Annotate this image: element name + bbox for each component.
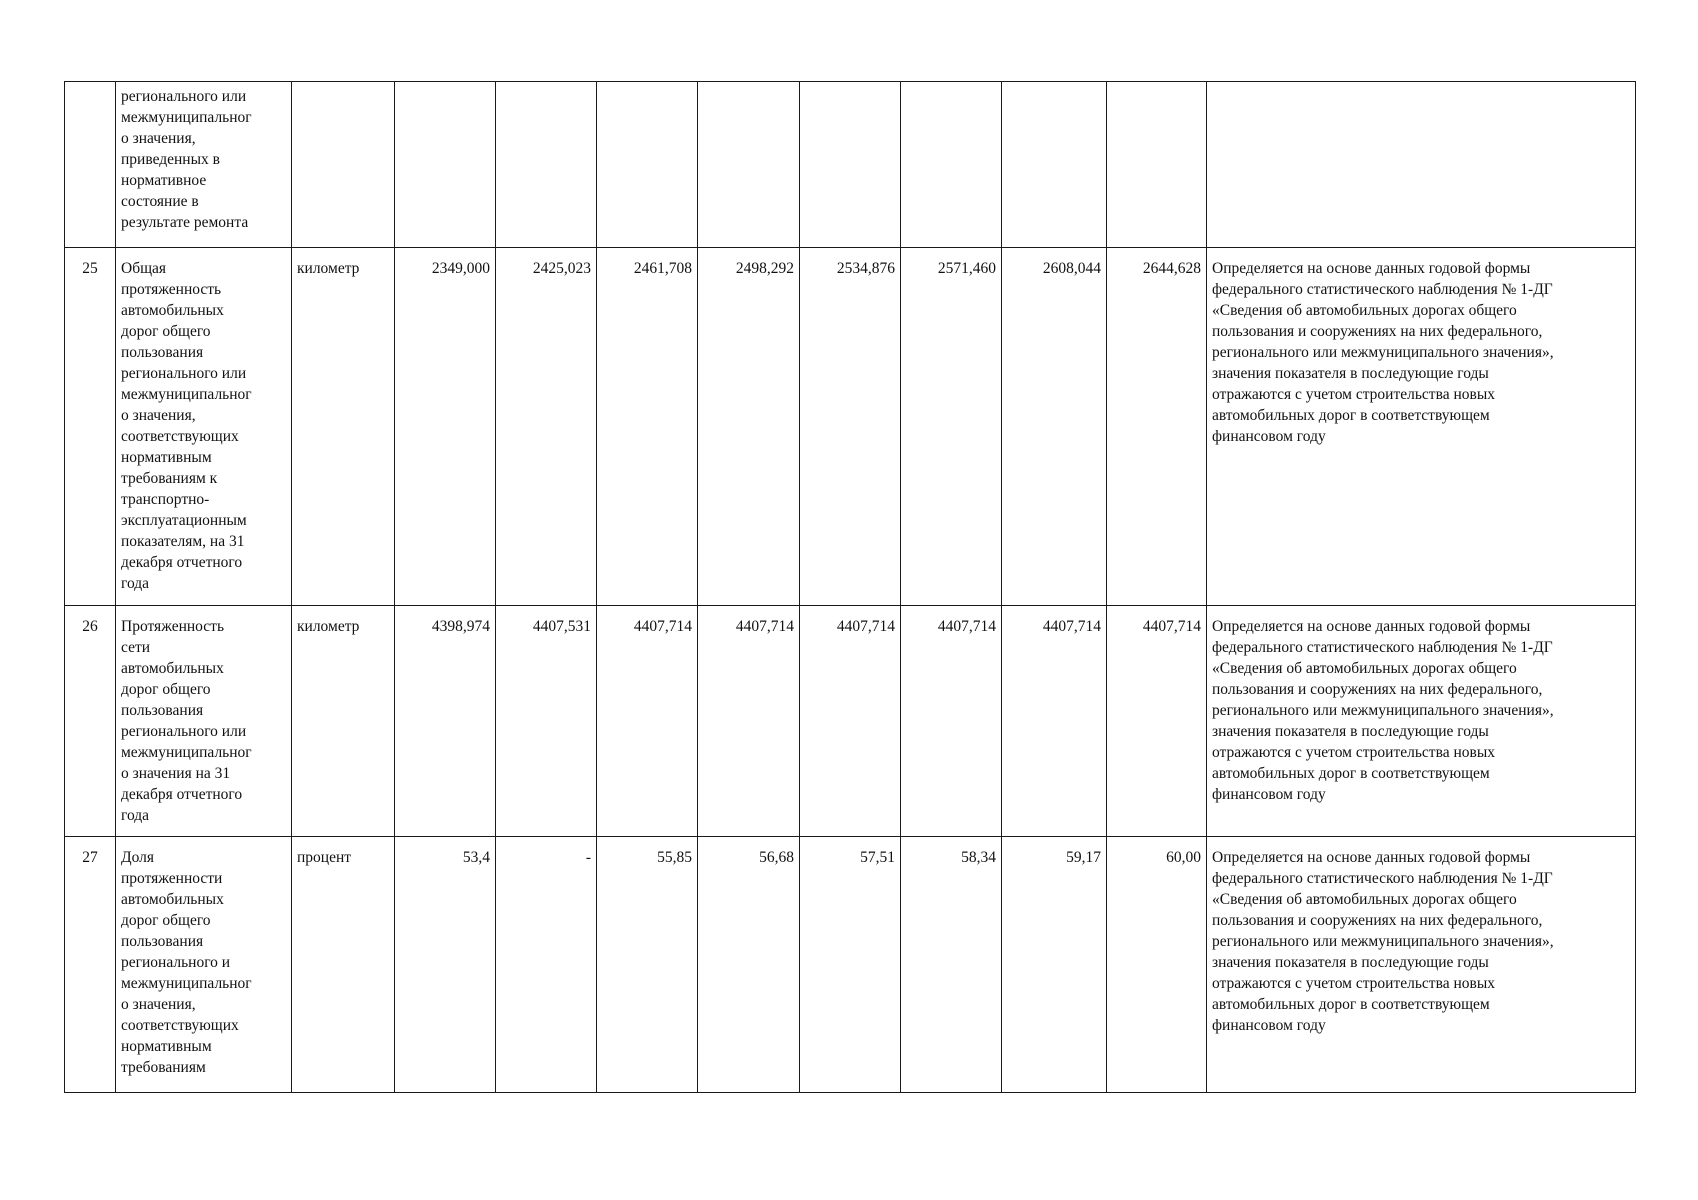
indicator-name-line: о значения на 31 [121,765,231,782]
calculation-method-line: «Сведения об автомобильных дорогах общего [1212,891,1517,908]
indicator-value [1002,82,1107,248]
indicator-value: 58,34 [901,837,1002,1093]
calculation-method-line: финансовом году [1212,1017,1326,1034]
indicator-value: 4407,714 [1107,606,1207,837]
indicator-value [597,82,698,248]
calculation-method-line: регионального или межмуниципального значения», [1212,344,1554,361]
indicator-value: 55,85 [597,837,698,1093]
indicator-name-line: года [121,575,150,592]
calculation-method-line: Определяется на основе данных годовой формы [1212,260,1531,277]
indicator-name [116,82,292,248]
calculation-method-line: автомобильных дорог в соответствующем [1212,765,1490,782]
indicator-name [116,606,292,837]
indicator-value: 2644,628 [1107,248,1207,606]
indicator-name-line: автомобильных [121,302,224,319]
indicator-name-line: состояние в [121,193,199,210]
indicator-name-line: регионального и [121,954,231,971]
unit-of-measure: километр [292,606,395,837]
indicator-value: 2498,292 [698,248,800,606]
indicator-name-line: нормативное [121,172,207,189]
calculation-method-line: значения показателя в последующие годы [1212,723,1489,740]
indicator-name-line: межмуниципальног [121,386,252,403]
table-row [65,837,1636,1093]
indicator-name-line: требованиям к [121,470,218,487]
indicator-name-line: дорог общего [121,912,211,929]
indicator-name-line: декабря отчетного [121,554,243,571]
indicator-name-line: регионального или [121,88,247,105]
indicator-name-line: Доля [121,849,154,866]
indicator-name-line: о значения, [121,130,196,147]
indicator-name-line: нормативным [121,1038,212,1055]
indicator-value: 59,17 [1002,837,1107,1093]
calculation-method [1207,82,1636,248]
indicator-value: 57,51 [800,837,901,1093]
indicator-value: 4407,714 [698,606,800,837]
indicator-value: 4407,714 [800,606,901,837]
calculation-method-line: значения показателя в последующие годы [1212,954,1489,971]
indicator-value: - [496,837,597,1093]
calculation-method-line: регионального или межмуниципального значения», [1212,933,1554,950]
calculation-method [1207,248,1636,606]
table-row [65,248,1636,606]
indicator-value: 2349,000 [395,248,496,606]
calculation-method-line: отражаются с учетом строительства новых [1212,386,1495,403]
indicator-name-line: сети [121,639,151,656]
indicator-value [1107,82,1207,248]
calculation-method-line: финансовом году [1212,786,1326,803]
row-number [65,82,116,248]
indicator-value: 60,00 [1107,837,1207,1093]
indicator-value: 4407,714 [597,606,698,837]
calculation-method-line: «Сведения об автомобильных дорогах общего [1212,302,1517,319]
calculation-method-line: пользования и сооружениях на них федерального, [1212,912,1543,929]
indicator-name-line: регионального или [121,365,247,382]
calculation-method-line: регионального или межмуниципального значения», [1212,702,1554,719]
indicator-name-line: требованиям [121,1059,206,1076]
indicator-name-line: соответствующих [121,428,239,445]
indicator-value: 2425,023 [496,248,597,606]
indicator-value: 2534,876 [800,248,901,606]
calculation-method-line: отражаются с учетом строительства новых [1212,975,1495,992]
calculation-method [1207,837,1636,1093]
indicator-name-line: эксплуатационным [121,512,247,529]
indicator-value [800,82,901,248]
indicator-name-line: протяженности [121,870,223,887]
calculation-method-line: автомобильных дорог в соответствующем [1212,407,1490,424]
calculation-method [1207,606,1636,837]
indicator-value: 4407,714 [1002,606,1107,837]
calculation-method-line: финансовом году [1212,428,1326,445]
row-number: 27 [65,837,116,1093]
indicator-value [901,82,1002,248]
calculation-method-line: пользования и сооружениях на них федерального, [1212,681,1543,698]
indicator-name-line: дорог общего [121,681,211,698]
indicator-name-line: автомобильных [121,891,224,908]
indicator-name-line: о значения, [121,996,196,1013]
indicator-name-line: приведенных в [121,151,220,168]
indicator-name-line: автомобильных [121,660,224,677]
table-row [65,82,1636,248]
unit-of-measure [292,82,395,248]
indicator-name-line: Общая [121,260,167,277]
indicator-value: 2608,044 [1002,248,1107,606]
indicator-value: 53,4 [395,837,496,1093]
indicator-name-line: нормативным [121,449,212,466]
indicator-name [116,837,292,1093]
indicator-name-line: регионального или [121,723,247,740]
calculation-method-line: Определяется на основе данных годовой формы [1212,618,1531,635]
indicator-value [698,82,800,248]
calculation-method-line: Определяется на основе данных годовой формы [1212,849,1531,866]
calculation-method-line: «Сведения об автомобильных дорогах общего [1212,660,1517,677]
indicator-value: 56,68 [698,837,800,1093]
calculation-method-line: пользования и сооружениях на них федерального, [1212,323,1543,340]
indicators-table [64,81,1636,1093]
indicator-name-line: декабря отчетного [121,786,243,803]
calculation-method-line: федерального статистического наблюдения № 1-ДГ [1212,870,1553,887]
calculation-method-line: автомобильных дорог в соответствующем [1212,996,1490,1013]
indicator-value [395,82,496,248]
indicator-value: 4407,531 [496,606,597,837]
indicator-name-line: протяженность [121,281,222,298]
table-row [65,606,1636,837]
indicator-name-line: результате ремонта [121,214,249,231]
indicator-name-line: межмуниципальног [121,744,252,761]
unit-of-measure: километр [292,248,395,606]
calculation-method-line: отражаются с учетом строительства новых [1212,744,1495,761]
indicator-name-line: дорог общего [121,323,211,340]
indicator-value: 4407,714 [901,606,1002,837]
indicator-value [496,82,597,248]
indicator-value: 2571,460 [901,248,1002,606]
indicator-name-line: пользования [121,702,204,719]
table-body [65,82,1636,1093]
indicator-name-line: показателям, на 31 [121,533,245,550]
indicator-name-line: пользования [121,933,204,950]
indicator-name-line: пользования [121,344,204,361]
indicator-name-line: межмуниципальног [121,109,252,126]
indicator-name [116,248,292,606]
indicator-value: 4398,974 [395,606,496,837]
row-number: 25 [65,248,116,606]
indicator-name-line: межмуниципальног [121,975,252,992]
unit-of-measure: процент [292,837,395,1093]
indicator-name-line: транспортно- [121,491,210,508]
calculation-method-line: значения показателя в последующие годы [1212,365,1489,382]
indicator-name-line: Протяженность [121,618,225,635]
indicator-name-line: года [121,807,150,824]
indicator-value: 2461,708 [597,248,698,606]
calculation-method-line: федерального статистического наблюдения № 1-ДГ [1212,281,1553,298]
indicator-name-line: соответствующих [121,1017,239,1034]
row-number: 26 [65,606,116,837]
indicator-name-line: о значения, [121,407,196,424]
calculation-method-line: федерального статистического наблюдения № 1-ДГ [1212,639,1553,656]
